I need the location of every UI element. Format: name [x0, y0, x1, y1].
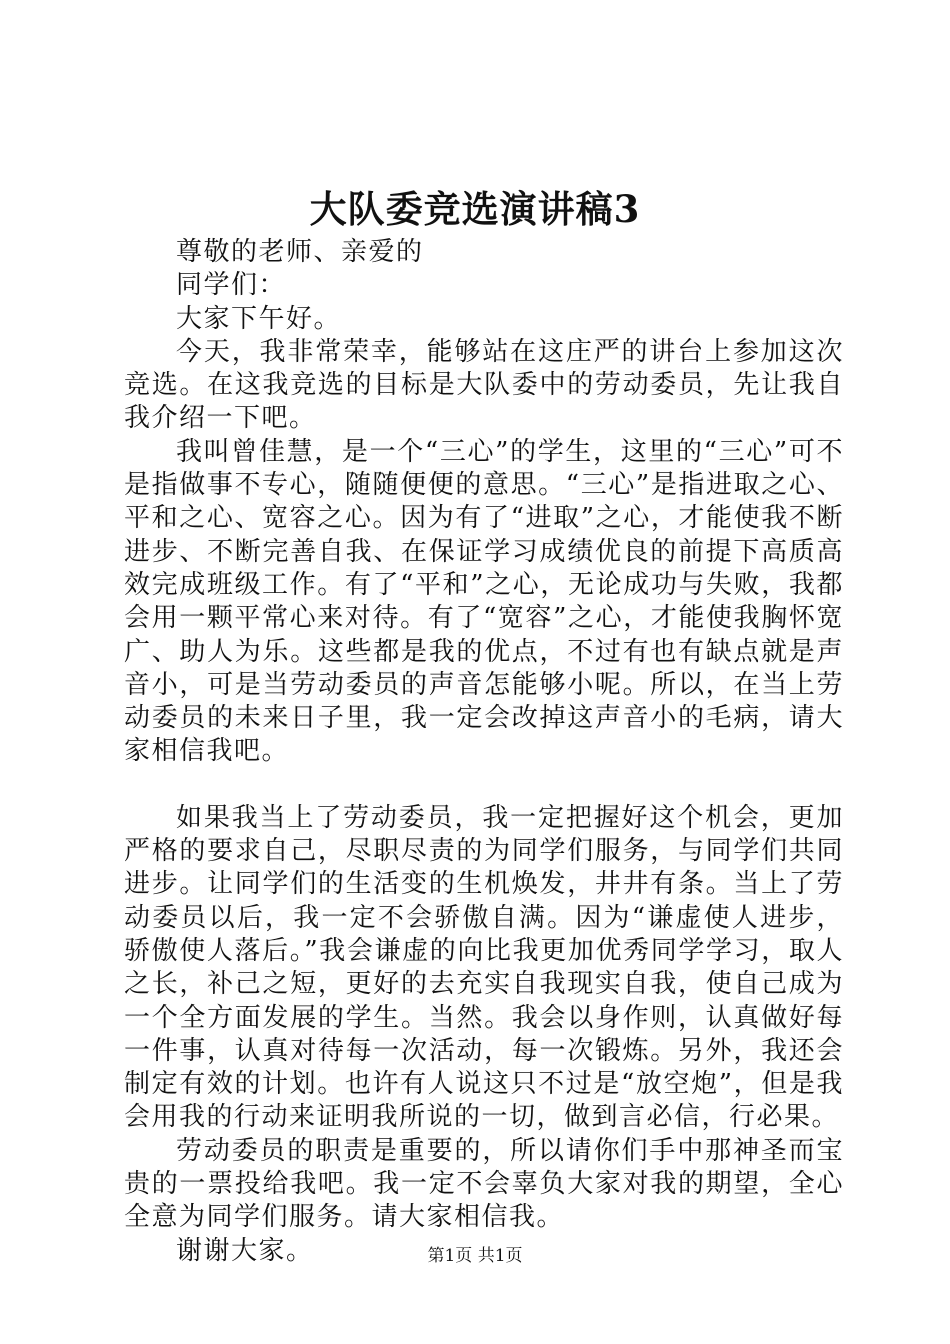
document-body: [124, 236, 844, 1268]
greeting: 大家下午好。: [176, 303, 342, 334]
salutation-line-2: 同学们：: [176, 270, 287, 301]
page-footer: 第1页 共1页: [427, 1246, 523, 1266]
paragraph-intro: 今天，我非常荣幸，能够站在这庄严的讲台上参加这次竞选。在这我竞选的目标是大队委中的劳动委员，先让我自我介绍一下吧。: [124, 336, 844, 434]
paragraph-commitment: 如果我当上了劳动委员，我一定把握好这个机会，更加严格的要求自己，尽职尽责的为同学们服务，与同学们共同进步。让同学们的生活变的生机焕发，井井有条。当上了劳动委员以后，我一定不会骄傲自满。因为“谦虚使人进步，骄傲使人落后。”我会谦虚的向比我更加优秀同学学习，取人之长，补己之短，更好的去充实自我现实自我，使自己成为一个全方面发展的学生。当然。我会以身作则，认真做好每一件事，认真对待每一次活动，每一次锻炼。另外，我还会制定有效的计划。也许有人说这只不过是“放空炮”，但是我会用我的行动来证明我所说的一切，做到言必信，行必果。: [124, 802, 844, 1133]
paragraph-self-introduction: 我叫曾佳慧，是一个“三心”的学生，这里的“三心”可不是指做事不专心，随随便便的意思。“三心”是指进取之心、平和之心、宽容之心。因为有了“进取”之心，才能使我不断进步、不断完善自我、在保证学习成绩优良的前提下高质高效完成班级工作。有了“平和”之心，无论成功与失败，我都会用一颗平常心来对待。有了“宽容”之心，才能使我胸怀宽广、助人为乐。这些都是我的优点，不过有也有缺点就是声音小，可是当劳动委员的声音怎能够小呢。所以，在当上劳动委员的未来日子里，我一定会改掉这声音小的毛病，请大家相信我吧。: [124, 436, 844, 767]
closing-thanks: 谢谢大家。: [176, 1235, 314, 1266]
paragraph-appeal: 劳动委员的职责是重要的，所以请你们手中那神圣而宝贵的一票投给我吧。我一定不会辜负大家对我的期望，全心全意为同学们服务。请大家相信我。: [124, 1135, 844, 1233]
salutation-line-1: 尊敬的老师、亲爱的: [176, 237, 424, 267]
document-title: 大队委竞选演讲稿3: [309, 187, 641, 231]
paragraph-gap: [124, 769, 844, 802]
